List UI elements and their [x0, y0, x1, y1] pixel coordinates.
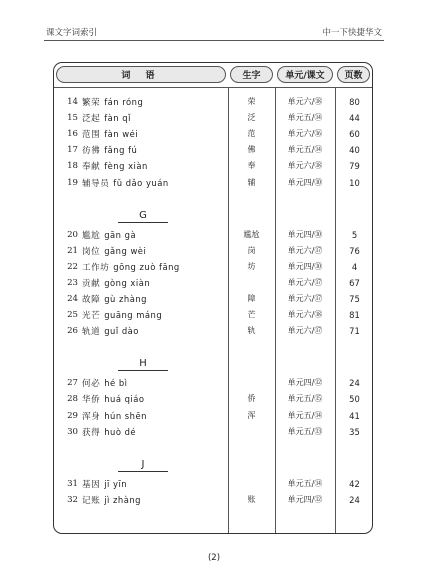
- entry-number: 15: [67, 113, 78, 124]
- entry-page: 67: [349, 277, 360, 288]
- section-letter: G: [118, 209, 168, 223]
- entry-word: [82, 307, 162, 324]
- entry-word: [82, 142, 137, 159]
- column-header-char: 生字: [230, 66, 273, 83]
- entry-pinyin: gù zhàng: [104, 294, 147, 304]
- table-row: [54, 175, 374, 191]
- entry-hanzi: 范围: [82, 130, 101, 141]
- entry-word: [82, 259, 180, 276]
- entry-hanzi: 故障: [82, 295, 101, 305]
- section-underline: [118, 370, 168, 371]
- table-row: [54, 291, 374, 307]
- entry-new-char: 岗: [247, 245, 256, 255]
- entry-unit: 单元四/⑩: [287, 177, 323, 187]
- header-right-title: 中一下快捷华文: [322, 28, 382, 38]
- entry-hanzi: 彷彿: [82, 146, 101, 157]
- entry-unit: 单元五/⑭: [287, 145, 323, 155]
- table-row: [54, 158, 374, 174]
- entry-number: 18: [67, 161, 78, 172]
- entry-hanzi: 贡献: [82, 278, 101, 289]
- entry-page: 80: [349, 97, 360, 107]
- entry-page: 42: [349, 478, 360, 489]
- entry-hanzi: 奉献: [82, 162, 101, 173]
- entry-word: [82, 227, 136, 244]
- entry-pinyin: fán róng: [104, 97, 144, 107]
- column-header-unit: 单元/课文: [277, 66, 333, 83]
- entry-unit: 单元六/⑯: [287, 129, 323, 139]
- entry-pinyin: huá qiáo: [104, 394, 145, 405]
- entry-new-char: 佛: [247, 145, 256, 155]
- entry-word: [82, 424, 136, 441]
- table-row: [54, 259, 374, 275]
- entry-unit: 单元六/⑰: [287, 326, 323, 336]
- entry-word: [82, 110, 131, 127]
- entry-pinyin: fàn qǐ: [104, 113, 131, 124]
- entry-word: [82, 126, 138, 143]
- entry-unit: 单元五/⑭: [287, 113, 323, 123]
- table-row: [54, 391, 374, 407]
- entry-new-char: 奉: [247, 161, 256, 171]
- entry-hanzi: 泛起: [82, 114, 101, 125]
- entry-word: [82, 158, 148, 175]
- entry-number: 14: [67, 97, 78, 107]
- entry-pinyin: guǐ dào: [104, 326, 139, 337]
- index-table: [53, 62, 373, 534]
- entry-new-char: 尴尬: [243, 229, 260, 239]
- entry-word: [82, 492, 141, 509]
- entry-page: 24: [349, 494, 360, 505]
- entry-unit: 单元四/⑫: [287, 378, 323, 388]
- entry-unit: 单元六/⑰: [287, 277, 323, 287]
- entry-number: 31: [67, 478, 78, 489]
- entry-new-char: 浑: [247, 410, 256, 420]
- entry-page: 50: [349, 394, 360, 405]
- entry-number: 21: [67, 245, 78, 256]
- entry-hanzi: 轨道: [82, 327, 101, 338]
- table-row: [54, 492, 374, 508]
- entry-unit: 单元五/⑭: [287, 410, 323, 420]
- table-row: [54, 227, 374, 243]
- entry-number: 32: [67, 494, 78, 505]
- table-row: [54, 408, 374, 424]
- table-row: [54, 110, 374, 126]
- entry-word: [82, 94, 143, 111]
- entry-number: 17: [67, 145, 78, 156]
- entry-word: [82, 391, 145, 408]
- entry-page: 41: [349, 410, 360, 421]
- entry-hanzi: 岗位: [82, 246, 101, 257]
- entry-number: 22: [67, 261, 78, 272]
- section-underline: [118, 222, 168, 223]
- entry-page: 4: [351, 261, 358, 272]
- entry-page: 75: [349, 294, 360, 304]
- entry-new-char: 侨: [247, 394, 256, 404]
- entry-unit: 单元六/⑰: [287, 294, 323, 303]
- entry-pinyin: hún shēn: [104, 410, 147, 421]
- section-underline: [118, 471, 168, 472]
- entry-hanzi: 何必: [82, 379, 101, 390]
- table-row: [54, 142, 374, 158]
- entry-hanzi: 获得: [82, 427, 101, 438]
- header-bottom-rule: [54, 87, 372, 88]
- entry-hanzi: 繁荣: [82, 98, 101, 108]
- entry-unit: 单元六/⑱: [287, 97, 323, 106]
- entry-number: 30: [67, 426, 78, 437]
- entry-new-char: 坊: [247, 261, 256, 271]
- entry-hanzi: 记账: [82, 495, 101, 506]
- table-row: [54, 243, 374, 259]
- entry-pinyin: jì zhàng: [104, 494, 141, 505]
- entry-word: [82, 323, 139, 340]
- entry-new-char: 泛: [247, 113, 256, 123]
- entry-unit: 单元六/⑰: [287, 245, 323, 255]
- entry-new-char: 障: [247, 294, 256, 303]
- entry-new-char: 芒: [247, 310, 256, 320]
- entry-word: [82, 275, 150, 292]
- entry-new-char: 范: [247, 129, 256, 139]
- entry-new-char: 轨: [247, 326, 256, 336]
- entry-unit: 单元六/⑱: [287, 161, 323, 171]
- entry-new-char: 荣: [247, 97, 256, 106]
- entry-pinyin: guāng máng: [104, 310, 163, 321]
- entry-unit: 单元五/⑬: [287, 426, 323, 436]
- entry-hanzi: 尴尬: [82, 230, 101, 241]
- entry-pinyin: fǔ dǎo yuán: [113, 177, 169, 188]
- entry-unit: 单元五/⑮: [287, 394, 323, 404]
- section-letter: J: [118, 458, 168, 472]
- table-row: [54, 94, 374, 110]
- column-header-word: 词 语: [56, 66, 226, 83]
- entry-page: 44: [349, 113, 360, 124]
- header-divider: [44, 40, 384, 41]
- entry-hanzi: 华侨: [82, 395, 101, 406]
- entry-hanzi: 基因: [82, 479, 101, 490]
- entry-hanzi: 工作坊: [82, 262, 110, 273]
- entry-number: 27: [67, 378, 78, 389]
- entry-hanzi: 光芒: [82, 311, 101, 322]
- entry-number: 23: [67, 277, 78, 288]
- entry-number: 16: [67, 129, 78, 140]
- column-header-page: 页数: [337, 66, 370, 83]
- entry-word: [82, 243, 146, 260]
- table-row: [54, 275, 374, 291]
- entry-unit: 单元五/⑭: [287, 478, 323, 488]
- entry-pinyin: gān gà: [104, 229, 137, 240]
- entry-new-char: 账: [247, 494, 256, 504]
- entry-pinyin: fèng xiàn: [104, 161, 148, 172]
- entry-number: 25: [67, 310, 78, 321]
- table-row: [54, 424, 374, 440]
- entry-page: 40: [349, 145, 360, 156]
- entry-pinyin: gōng zuò fāng: [113, 261, 180, 272]
- entry-word: [82, 408, 147, 425]
- entry-number: 19: [67, 177, 78, 188]
- entry-pinyin: fǎng fú: [104, 145, 138, 156]
- entry-number: 29: [67, 410, 78, 421]
- entry-page: 60: [349, 129, 360, 140]
- entry-pinyin: fàn wéi: [104, 129, 139, 140]
- table-row: [54, 307, 374, 323]
- entry-page: 5: [351, 229, 358, 240]
- entry-page: 71: [349, 326, 360, 337]
- table-row: [54, 375, 374, 391]
- entry-pinyin: gòng xiàn: [104, 277, 151, 288]
- entry-number: 28: [67, 394, 78, 405]
- header-left-title: 课文字词索引: [46, 28, 98, 38]
- table-row: [54, 126, 374, 142]
- entry-word: [82, 476, 127, 493]
- entry-page: 24: [349, 378, 360, 389]
- entry-hanzi: 辅导员: [82, 178, 110, 189]
- entry-unit: 单元六/⑱: [287, 310, 323, 320]
- entry-pinyin: hé bì: [104, 378, 128, 389]
- entry-unit: 单元四/⑩: [287, 261, 323, 271]
- entry-word: [82, 291, 147, 308]
- entry-pinyin: gǎng wèi: [104, 245, 147, 256]
- table-header: [54, 63, 372, 87]
- entry-new-char: 辅: [247, 177, 256, 187]
- entry-pinyin: jī yīn: [104, 478, 128, 489]
- entry-pinyin: huò dé: [104, 426, 137, 437]
- entry-page: 81: [349, 310, 360, 321]
- entry-page: 76: [349, 245, 360, 256]
- page-number: (2): [207, 553, 221, 563]
- table-row: [54, 476, 374, 492]
- entry-unit: 单元四/⑫: [287, 494, 323, 504]
- entry-page: 79: [349, 161, 360, 172]
- entry-page: 10: [349, 177, 360, 188]
- entry-unit: 单元四/⑩: [287, 229, 323, 239]
- entry-word: [82, 175, 169, 192]
- entry-number: 26: [67, 326, 78, 337]
- entry-number: 24: [67, 294, 78, 304]
- entry-hanzi: 浑身: [82, 411, 101, 422]
- entry-page: 35: [349, 426, 360, 437]
- section-letter: H: [118, 357, 168, 371]
- table-row: [54, 323, 374, 339]
- entry-word: [82, 375, 127, 392]
- entry-number: 20: [67, 229, 78, 240]
